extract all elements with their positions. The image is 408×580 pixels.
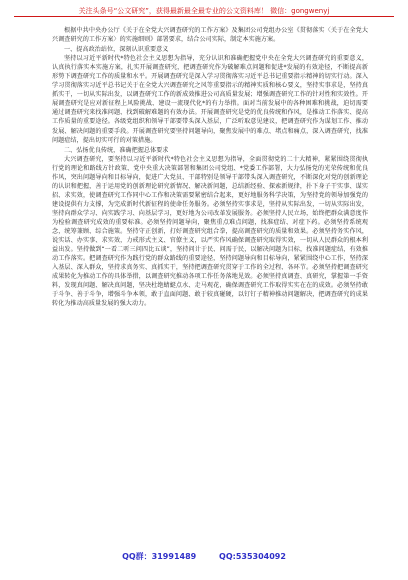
section-2-paragraph: 大兴调查研究，要坚持以习近平新时代*特色社会主义思想为指导，全面贯彻党的二十大精神，紧紧围绕贯彻执行党的理论和路线方针政策、党中央重大决策部署和集团公司党组、*党委工作部署，大力弘扬党的光荣传统和优良作风，突出问题导向和目标导向，促进广大党员、干部特别是领导干部带头深入调查研究，不断深化对党的创新理论的认识和把握，善于运用党的创新理论研究新情况、解决新问题，总结新经验、探索新规律，扑下身子干实事、谋实招、求实效，使调查研究工作同中心工作和决策需要紧密结合起来，更好地服务科学决策，为坚持党的领导加强党的建设提供有力支撑，为完成新时代新征程的使命任务服务。必须坚持实事求是，坚持从实际出发，一切从实际出发，坚持向群众学习、向实践学习、向基层学习，更好地为公司改革发展服务。必须坚持人民立场，始终把群众满意度作为检验调查研究成效的重要标准。必须坚持问题导向，聚焦重点难点问题，找准症结、对症下药。必须坚持系统观念，统筹兼顾、综合施策。坚持守正创新，打好调查研究组合拳，提高调查研究的质量和效果。必须坚持务实作风，说实话、办实事、求实效，力戒形式主义、官僚主义，以严实作风确保调查研究取得实效，一切从人民群众的根本利益出发。坚持做到“一看二听三问四比五谈”，坚持问计于民、问需于民，以解决问题为目标，找准问题症结，有效推动工作落实。把调查研究作为践行党的群众路线的重要途径，坚持问题导向和目标导向，紧紧围绕中心工作，坚持深入基层、深入群众，坚持求真务实、真抓实干，坚持把调查研究贯穿于工作的全过程、各环节。必须坚持把调查研究成果转化为推动工作的具体举措，以调查研究推动各项工作任务落地见效。必须坚持真调查、真研究，掌握第一手资料，发现真问题、解决真问题，坚决杜绝蜻蜓点水、走马观花，确保调查研究工作取得实实在在的成效。必须坚持敢于斗争、善于斗争，增强斗争本领，敢于直面问题、敢于较真碰硬，以钉钉子精神推动问题解决，把调查研究的成果转化为推动高质量发展的强大动力。 bbox=[52, 155, 368, 308]
header-banner bbox=[0, 6, 408, 16]
section-heading-2: 二、弘扬优良传统，准确把握总体要求 bbox=[64, 146, 169, 154]
footer-contact bbox=[0, 551, 408, 562]
intro-paragraph: 根据中共中央办公厅《关于在全党大兴调查研究的工作方案》及集团公司党组办公室《贯彻落实〈关于在全党大兴调查研究的工作方案〉的实施细则》部署要求，结合公司实际，制定本实施方案。 bbox=[52, 27, 368, 44]
banner-text: 关注头条号“公文研究”，获得最新最全最专业的公文资料库！ 微信：gongwenyj bbox=[78, 7, 330, 15]
section-heading-1: 一、提高政治站位，深刻认识重要意义 bbox=[64, 46, 169, 54]
header-divider bbox=[14, 16, 394, 17]
qq-text: QQ:535304092 bbox=[219, 552, 286, 561]
document-body bbox=[52, 26, 368, 546]
qq-group-text: QQ群：31991489 bbox=[122, 552, 197, 561]
section-1-paragraph: 坚持以习近平新时代*特色社会主义思想为指导，充分认识和准确把握党中央在全党大兴调查研究的重要意义，认真执行落实本实施方案，扎实开展调查研究，把调查研究作为破解难点问题和促进*发展的有效途径，不断提高新形势下调查研究工作的质量和水平。开展调查研究是深入学习贯彻落实习近平总书记重要指示精神的切实行动。深入学习贯彻落实习近平总书记关于在全党大兴调查研究之风等重要指示的精神实质和核心要义，坚持实事求是，坚持真抓实干，一切从实际出发，以调查研究工作的新成效推进公司高质量发展；增强调查研究工作的针对性和实效性。开展调查研究是应对新征程上风险挑战、建设一流现代化*的有力举措。面对当前发展中的各种困难和挑战，迫切需要通过调查研究来找准问题、找到破解难题的有效办法。开展调查研究是党的优良传统和作风，是推动工作落实、提高工作质量的重要途径。各级党组织和领导干部要带头深入基层，广泛听取意见建议，把调查研究作为谋划工作、推动发展、解决问题的重要手段。开展调查研究要坚持问题导向，聚焦发展中的难点、堵点和痛点，深入调查研究，找准问题症结，提出切实可行的对策措施。 bbox=[52, 55, 368, 144]
